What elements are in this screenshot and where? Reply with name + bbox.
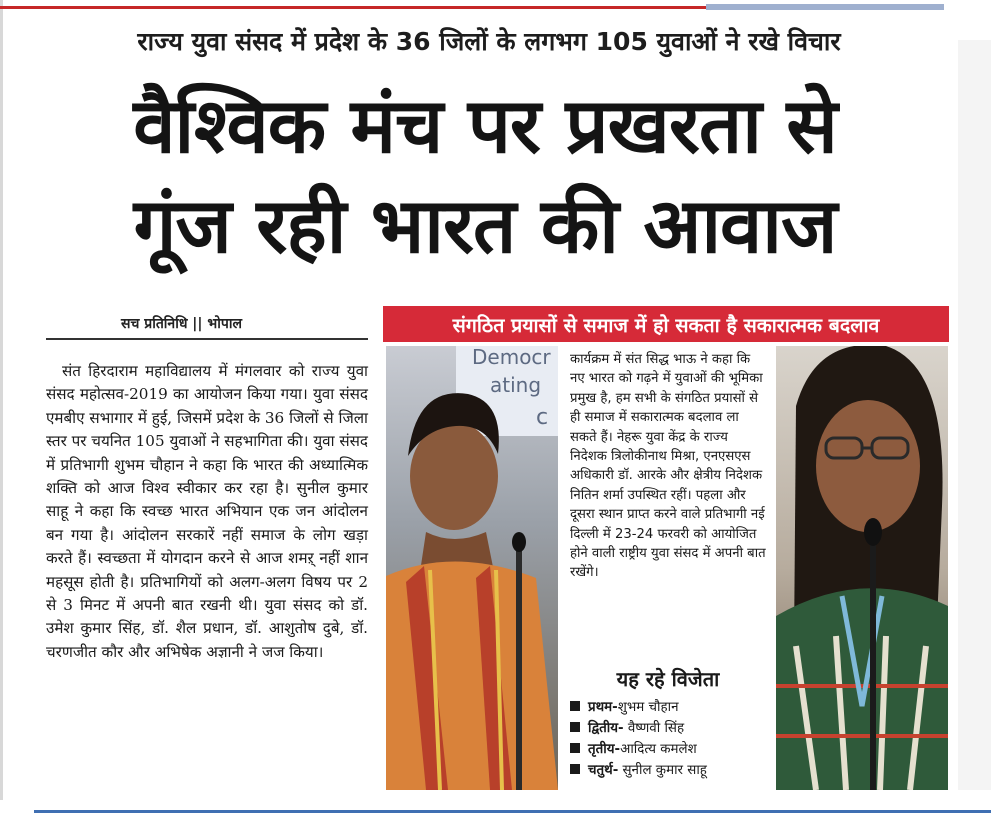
male-speaker-illustration <box>386 346 558 790</box>
top-red-rule <box>0 6 706 9</box>
bullet-square-icon <box>570 722 580 732</box>
backdrop-text-1: Democr <box>472 346 551 369</box>
winner-name: वैष्णवी सिंह <box>623 721 685 736</box>
winner-rank: प्रथम- <box>588 700 618 715</box>
top-blue-rule <box>706 4 944 10</box>
winners-list <box>570 697 766 781</box>
photo-male-speaker <box>386 346 558 790</box>
byline-rule <box>46 338 368 340</box>
subhead-banner-text: संगठित प्रयासों से समाज में हो सकता है सकारात्मक बदलाव <box>452 314 880 337</box>
backdrop-text-3: c <box>536 405 549 430</box>
winner-rank: चतुर्थ- <box>588 763 619 778</box>
headline-line-2: गूंज रही भारत की आवाज <box>133 181 837 270</box>
center-column-text: कार्यक्रम में संत सिद्ध भाऊ ने कहा कि नए भारत को गढ़ने में युवाओं की भूमिका प्रमुख है, हम सभी के संगठित प्रयासों से ही समाज में सकारात्मक बदलाव ला सकते हैं। नेहरू युवा केंद्र के राज्य निदेशक त्रिलोकीनाथ मिश्रा, एनएसएस अधिकारी डॉ. आरके और क्षेत्रीय निदेशक नितिन शर्मा उपस्थित रहीं। पहला और दूसरा स्थान प्राप्त करने वाले प्रतिभागी नई दिल्ली में 23-24 फरवरी को आयोजित होने वाली राष्ट्रीय युवा संसद में अपनी बात रखेंगे। <box>570 352 766 581</box>
list-item <box>570 718 766 739</box>
byline: सच प्रतिनिधि || भोपाल <box>121 316 242 332</box>
winner-rank: तृतीय- <box>588 742 621 757</box>
winners-title: यह रहे विजेता <box>616 667 720 691</box>
subhead-banner <box>383 306 949 342</box>
headline-line-1: वैश्विक मंच पर प्रखरता से <box>133 81 837 170</box>
bullet-square-icon <box>570 743 580 753</box>
photo-female-speaker <box>776 346 948 790</box>
winner-name: आदित्य कमलेश <box>620 742 697 757</box>
winner-name: सुनील कुमार साहू <box>618 763 707 778</box>
bottom-blue-rule <box>34 810 991 813</box>
article-body: संत हिरदाराम महाविद्यालय में मंगलवार को राज्य युवा संसद महोत्सव-2019 का आयोजन किया गया। युवा संसद एमबीए सभागार में हुई, जिसमें प्रदेश के 36 जिलों से जिला स्तर पर चयनित 105 युवाओं ने सहभागिता की। युवा संसद में प्रतिभागी शुभम चौहान ने कहा कि भारत की अध्यात्मिक शक्ति को आज विश्व स्वीकार कर रहा है। सुनील कुमार साहू ने कहा कि स्वच्छ भारत अभियान एक जन आंदोलन बन गया है। आंदोलन सरकारें नहीं समाज के लोग खड़ा करते हैं। स्वच्छता में योगदान करने से आज शमऱ् नहीं शान महसूस होती है। प्रतिभागियों को अलग-अलग विषय पर 2 से 3 मिनट में अपनी बात रखनी थी। युवा संसद को डॉ. उमेश कुमार सिंह, डॉ. शैल प्रधान, डॉ. आशुतोष दुबे, डॉ. चरणजीत कौर और अभिषेक अज्ञानी ने जज किया। <box>46 362 368 661</box>
list-item <box>570 739 766 760</box>
female-speaker-illustration <box>776 346 948 790</box>
main-headline <box>20 76 950 276</box>
bullet-square-icon <box>570 701 580 711</box>
list-item <box>570 760 766 781</box>
bullet-square-icon <box>570 764 580 774</box>
list-item <box>570 697 766 718</box>
kicker-headline: राज्य युवा संसद में प्रदेश के 36 जिलों के लगभग 105 युवाओं ने रखे विचार <box>137 27 841 56</box>
winner-rank: द्वितीय- <box>588 721 624 736</box>
left-margin-rule <box>0 0 3 800</box>
winner-name: शुभम चौहान <box>617 700 679 715</box>
backdrop-text-2: ating <box>490 373 542 397</box>
adjacent-page-strip <box>958 40 991 790</box>
